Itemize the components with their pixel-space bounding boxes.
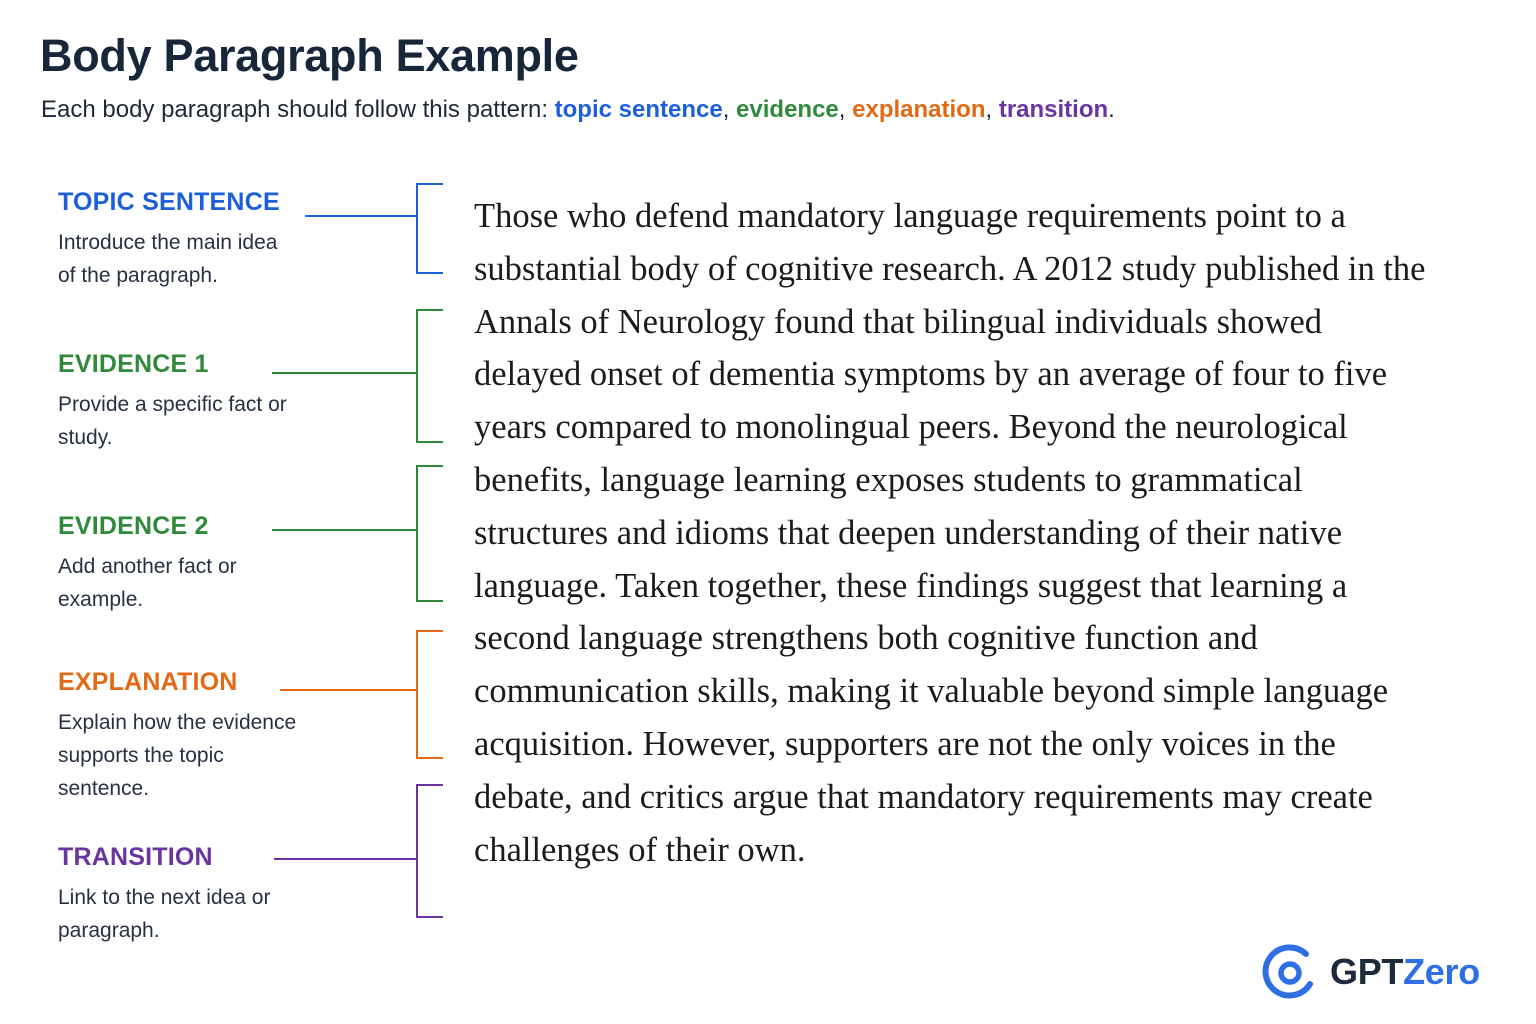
logo-text-zero: Zero xyxy=(1403,951,1480,992)
term-topic-sentence: topic sentence xyxy=(554,96,723,123)
bracket-connectors xyxy=(0,0,470,1024)
evidence-2-connector xyxy=(272,466,443,601)
gptzero-logo xyxy=(1262,940,1480,1004)
example-paragraph: Those who defend mandatory language requirements point to a substantial body of cognitive research. A 2012 study published in the Annals of Neurology found that bilingual individuals showed delayed onset of dementia symptoms by an average of four to five years compared to monolingual peers. Beyond the neurological benefits, language learning exposes students to grammatical structures and idioms that deepen understanding of their native language. Taken together, these findings suggest that learning a second language strengthens both cognitive function and communication skills, making it valuable beyond simple language acquisition. However, supporters are not the only voices in the debate, and critics argue that mandatory requirements may create challenges of their own. xyxy=(474,197,1426,869)
explanation-connector xyxy=(280,631,443,758)
part-heading: EVIDENCE 2 xyxy=(58,512,209,540)
term-transition: transition xyxy=(998,96,1109,123)
part-description: Add another fact or example. xyxy=(58,555,237,611)
transition-connector xyxy=(274,785,443,917)
gptzero-logo-icon xyxy=(1262,944,1318,1000)
evidence-1-connector xyxy=(272,310,443,442)
term-evidence: evidence xyxy=(736,96,839,123)
bracket xyxy=(417,466,443,601)
topic-sentence-connector xyxy=(305,184,443,273)
part-description: Provide a specific fact or study. xyxy=(58,393,287,449)
bracket xyxy=(417,310,443,442)
page-title: Body Paragraph Example xyxy=(40,30,579,81)
separator: , xyxy=(838,96,853,123)
logo-outer-arc xyxy=(1266,947,1310,995)
part-heading: EVIDENCE 1 xyxy=(58,350,209,378)
subtitle-prefix: Each body paragraph should follow this pattern: xyxy=(41,96,555,123)
part-heading: TOPIC SENTENCE xyxy=(58,188,280,216)
logo-inner-ring xyxy=(1281,964,1299,982)
bracket xyxy=(417,631,443,758)
part-heading: TRANSITION xyxy=(58,843,213,871)
bracket xyxy=(417,184,443,273)
term-explanation: explanation xyxy=(852,96,986,123)
period: . xyxy=(1108,96,1115,123)
part-description: Introduce the main idea of the paragraph. xyxy=(58,231,278,287)
part-description: Explain how the evidence supports the topic sentence. xyxy=(58,711,297,800)
part-description: Link to the next idea or paragraph. xyxy=(58,886,271,942)
logo-text-gpt: GPT xyxy=(1330,951,1404,992)
separator: , xyxy=(722,96,737,123)
separator: , xyxy=(985,96,999,123)
bracket xyxy=(417,785,443,917)
part-heading: EXPLANATION xyxy=(58,668,238,696)
logo-wordmark xyxy=(1330,951,1480,993)
